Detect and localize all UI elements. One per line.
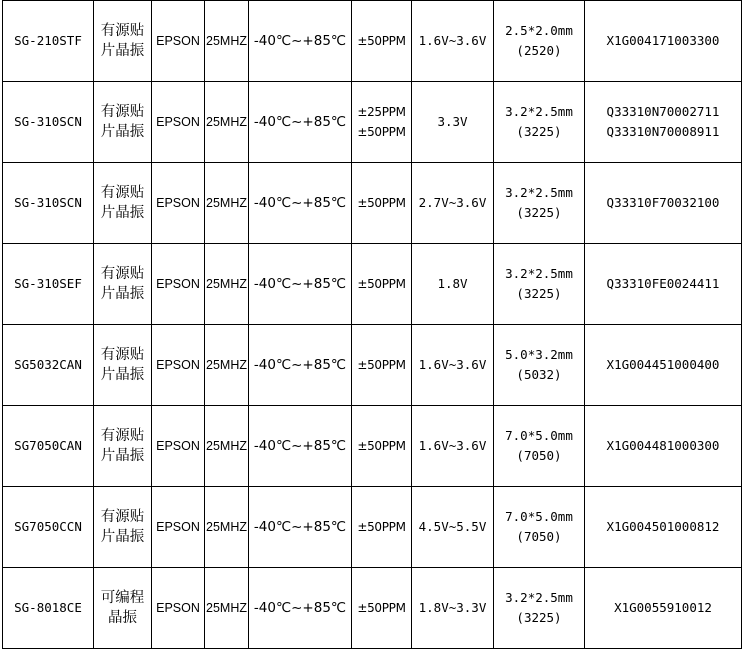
table-row <box>3 568 742 649</box>
tolerance-cell <box>352 568 412 649</box>
tolerance-cell-text: ±50PPM <box>357 34 406 48</box>
type-cell-text: 晶振 <box>108 610 137 626</box>
type-cell-text: 有源贴 <box>100 428 145 444</box>
type-cell-text: 有源贴 <box>100 347 145 363</box>
size-cell <box>494 325 585 406</box>
brand-cell <box>152 1 205 82</box>
model-cell-text: SG-310SCN <box>14 114 82 129</box>
tolerance-cell-text: ±50PPM <box>357 358 406 372</box>
size-cell-text: 3.2*2.5mm <box>505 590 573 605</box>
model-cell <box>3 325 94 406</box>
frequency-cell-text: 25MHZ <box>206 196 247 210</box>
voltage-cell-text: 1.6V~3.6V <box>418 357 487 372</box>
table-row <box>3 163 742 244</box>
part-number-cell-text: X1G004171003300 <box>606 33 720 48</box>
size-cell-text: (7050) <box>516 529 562 544</box>
table-row <box>3 406 742 487</box>
type-cell-text: 片晶振 <box>100 205 145 221</box>
model-cell-text: SG7050CAN <box>14 438 82 453</box>
type-cell-text: 可编程 <box>100 590 145 606</box>
model-cell-text: SG7050CCN <box>14 519 82 534</box>
brand-cell <box>152 244 205 325</box>
type-cell-text: 片晶振 <box>100 448 145 464</box>
table-row <box>3 82 742 163</box>
type-cell-text: 片晶振 <box>100 124 145 140</box>
temperature-cell <box>249 1 352 82</box>
type-cell <box>94 568 152 649</box>
frequency-cell <box>205 487 249 568</box>
frequency-cell <box>205 244 249 325</box>
part-number-cell <box>585 244 742 325</box>
brand-cell <box>152 568 205 649</box>
voltage-cell-text: 4.5V~5.5V <box>418 519 487 534</box>
type-cell-text: 有源贴 <box>100 509 145 525</box>
size-cell-text: 3.2*2.5mm <box>505 266 573 281</box>
model-cell-text: SG-210STF <box>14 33 82 48</box>
temperature-cell-text: -40℃~+85℃ <box>253 33 347 49</box>
table-row <box>3 325 742 406</box>
voltage-cell <box>412 1 494 82</box>
frequency-cell-text: 25MHZ <box>206 34 247 48</box>
voltage-cell-text: 1.6V~3.6V <box>418 438 487 453</box>
size-cell <box>494 163 585 244</box>
temperature-cell-text: -40℃~+85℃ <box>253 276 347 292</box>
frequency-cell <box>205 325 249 406</box>
brand-cell <box>152 487 205 568</box>
size-cell <box>494 82 585 163</box>
brand-cell <box>152 406 205 487</box>
tolerance-cell-text: ±50PPM <box>357 196 406 210</box>
size-cell-text: (5032) <box>516 367 562 382</box>
frequency-cell <box>205 82 249 163</box>
voltage-cell <box>412 568 494 649</box>
part-number-cell <box>585 406 742 487</box>
frequency-cell-text: 25MHZ <box>206 601 247 615</box>
size-cell-text: (7050) <box>516 448 562 463</box>
frequency-cell-text: 25MHZ <box>206 277 247 291</box>
size-cell-text: (3225) <box>516 205 562 220</box>
frequency-cell <box>205 406 249 487</box>
tolerance-cell <box>352 406 412 487</box>
temperature-cell-text: -40℃~+85℃ <box>253 195 347 211</box>
size-cell <box>494 568 585 649</box>
model-cell <box>3 406 94 487</box>
voltage-cell-text: 2.7V~3.6V <box>418 195 487 210</box>
voltage-cell <box>412 406 494 487</box>
brand-cell <box>152 163 205 244</box>
size-cell-text: 2.5*2.0mm <box>505 23 573 38</box>
part-number-cell <box>585 163 742 244</box>
model-cell <box>3 163 94 244</box>
tolerance-cell-text: ±25PPM <box>357 105 406 119</box>
brand-cell-text: EPSON <box>156 115 200 129</box>
brand-cell-text: EPSON <box>156 358 200 372</box>
model-cell-text: SG-8018CE <box>14 600 82 615</box>
temperature-cell <box>249 82 352 163</box>
voltage-cell <box>412 82 494 163</box>
size-cell <box>494 487 585 568</box>
brand-cell <box>152 325 205 406</box>
tolerance-cell <box>352 487 412 568</box>
tolerance-cell-text: ±50PPM <box>357 520 406 534</box>
part-number-cell <box>585 325 742 406</box>
voltage-cell-text: 1.8V~3.3V <box>418 600 487 615</box>
model-cell-text: SG5032CAN <box>14 357 82 372</box>
part-number-cell <box>585 82 742 163</box>
part-number-cell <box>585 1 742 82</box>
tolerance-cell <box>352 1 412 82</box>
model-cell-text: SG-310SEF <box>14 276 82 291</box>
type-cell <box>94 325 152 406</box>
size-cell-text: (3225) <box>516 610 562 625</box>
type-cell-text: 有源贴 <box>100 266 145 282</box>
crystal-oscillator-table <box>2 0 742 649</box>
part-number-cell-text: Q33310N70008911 <box>606 124 720 139</box>
type-cell <box>94 163 152 244</box>
size-cell <box>494 406 585 487</box>
temperature-cell <box>249 568 352 649</box>
model-cell <box>3 244 94 325</box>
part-number-cell-text: Q33310FE0024411 <box>606 276 720 291</box>
type-cell <box>94 487 152 568</box>
table-row <box>3 1 742 82</box>
tolerance-cell <box>352 244 412 325</box>
model-cell <box>3 487 94 568</box>
model-cell <box>3 568 94 649</box>
frequency-cell-text: 25MHZ <box>206 520 247 534</box>
tolerance-cell <box>352 82 412 163</box>
temperature-cell-text: -40℃~+85℃ <box>253 519 347 535</box>
voltage-cell <box>412 244 494 325</box>
brand-cell <box>152 82 205 163</box>
voltage-cell-text: 1.6V~3.6V <box>418 33 487 48</box>
type-cell-text: 片晶振 <box>100 529 145 545</box>
table-row <box>3 487 742 568</box>
type-cell-text: 片晶振 <box>100 367 145 383</box>
temperature-cell <box>249 487 352 568</box>
part-number-cell-text: X1G0055910012 <box>614 600 712 615</box>
size-cell-text: 3.2*2.5mm <box>505 104 573 119</box>
frequency-cell <box>205 568 249 649</box>
part-number-cell-text: Q33310F70032100 <box>606 195 720 210</box>
part-number-cell-text: Q33310N70002711 <box>606 104 720 119</box>
tolerance-cell <box>352 325 412 406</box>
brand-cell-text: EPSON <box>156 601 200 615</box>
temperature-cell-text: -40℃~+85℃ <box>253 114 347 130</box>
voltage-cell-text: 3.3V <box>437 114 468 129</box>
part-number-cell-text: X1G004501000812 <box>606 519 720 534</box>
part-number-cell <box>585 487 742 568</box>
size-cell-text: 5.0*3.2mm <box>505 347 573 362</box>
brand-cell-text: EPSON <box>156 439 200 453</box>
size-cell-text: (2520) <box>516 43 562 58</box>
size-cell-text: 7.0*5.0mm <box>505 509 573 524</box>
model-cell-text: SG-310SCN <box>14 195 82 210</box>
table-body <box>3 1 742 649</box>
brand-cell-text: EPSON <box>156 520 200 534</box>
tolerance-cell <box>352 163 412 244</box>
type-cell-text: 有源贴 <box>100 104 145 120</box>
part-number-cell-text: X1G004451000400 <box>606 357 720 372</box>
size-cell-text: (3225) <box>516 286 562 301</box>
size-cell <box>494 244 585 325</box>
type-cell <box>94 82 152 163</box>
type-cell <box>94 406 152 487</box>
frequency-cell <box>205 163 249 244</box>
brand-cell-text: EPSON <box>156 34 200 48</box>
type-cell-text: 有源贴 <box>100 23 145 39</box>
temperature-cell-text: -40℃~+85℃ <box>253 600 347 616</box>
type-cell <box>94 1 152 82</box>
frequency-cell-text: 25MHZ <box>206 439 247 453</box>
voltage-cell-text: 1.8V <box>437 276 468 291</box>
tolerance-cell-text: ±50PPM <box>357 125 406 139</box>
temperature-cell-text: -40℃~+85℃ <box>253 357 347 373</box>
tolerance-cell-text: ±50PPM <box>357 439 406 453</box>
frequency-cell-text: 25MHZ <box>206 358 247 372</box>
size-cell <box>494 1 585 82</box>
temperature-cell <box>249 325 352 406</box>
frequency-cell-text: 25MHZ <box>206 115 247 129</box>
type-cell-text: 片晶振 <box>100 43 145 59</box>
model-cell <box>3 1 94 82</box>
temperature-cell <box>249 406 352 487</box>
size-cell-text: (3225) <box>516 124 562 139</box>
type-cell-text: 有源贴 <box>100 185 145 201</box>
voltage-cell <box>412 163 494 244</box>
temperature-cell <box>249 163 352 244</box>
part-number-cell-text: X1G004481000300 <box>606 438 720 453</box>
tolerance-cell-text: ±50PPM <box>357 601 406 615</box>
voltage-cell <box>412 325 494 406</box>
part-number-cell <box>585 568 742 649</box>
temperature-cell-text: -40℃~+85℃ <box>253 438 347 454</box>
table-row <box>3 244 742 325</box>
type-cell-text: 片晶振 <box>100 286 145 302</box>
temperature-cell <box>249 244 352 325</box>
tolerance-cell-text: ±50PPM <box>357 277 406 291</box>
size-cell-text: 3.2*2.5mm <box>505 185 573 200</box>
type-cell <box>94 244 152 325</box>
model-cell <box>3 82 94 163</box>
voltage-cell <box>412 487 494 568</box>
frequency-cell <box>205 1 249 82</box>
size-cell-text: 7.0*5.0mm <box>505 428 573 443</box>
brand-cell-text: EPSON <box>156 277 200 291</box>
brand-cell-text: EPSON <box>156 196 200 210</box>
